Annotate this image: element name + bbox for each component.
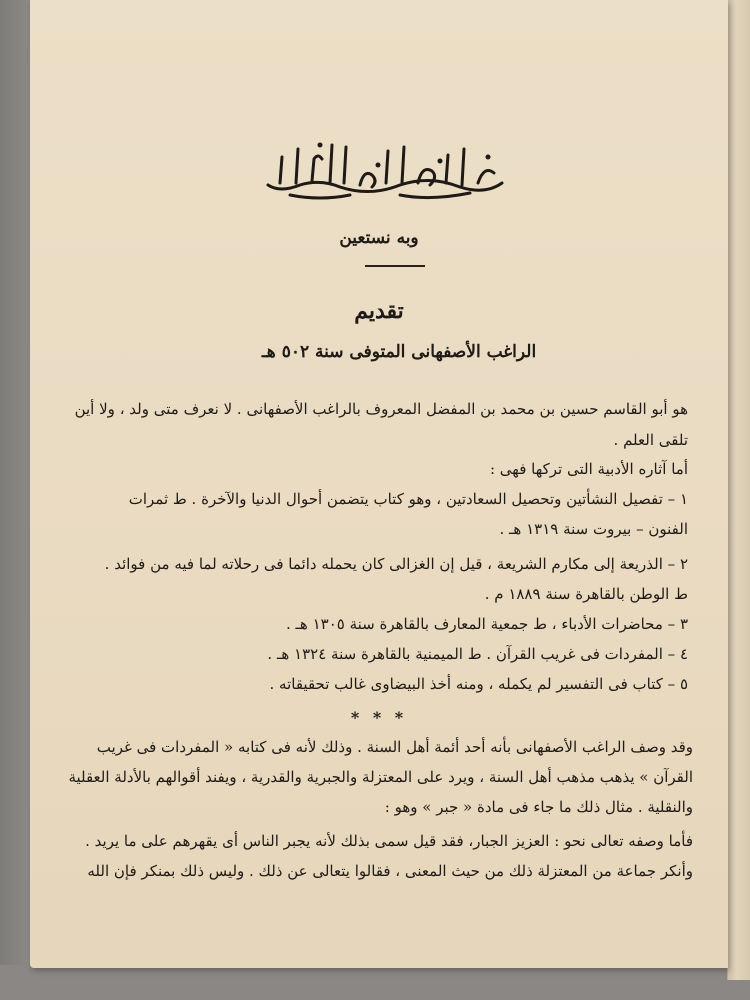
text-line-10: ٥ – كتاب فى التفسير لم يكمله ، ومنه أخذ البيضاوى غالب تحقيقاته .	[269, 675, 688, 693]
text-line-4: ١ – تفصيل النشأتين وتحصيل السعادتين ، وهو كتاب يتضمن أحوال الدنيا والآخرة . ط ثمرات	[128, 490, 688, 508]
section-subtitle: الراغب الأصفهانى المتوفى سنة ٥٠٢ هـ	[261, 342, 537, 362]
basmala-calligraphy	[260, 135, 510, 205]
table-surface-bottom	[0, 965, 750, 1000]
section-separator: * * *	[350, 708, 408, 727]
text-line-14: فأما وصفه تعالى نحو : العزيز الجبار، فقد قيل سمى بذلك لأنه يجبر الناس أى يقهرهم على ما يريد .	[85, 832, 693, 850]
text-line-5: الفنون – بيروت سنة ١٣١٩ هـ .	[499, 520, 688, 538]
basmala-calligraphy-image	[260, 135, 510, 205]
text-line-12: القرآن » يذهب مذهب أهل السنة ، ويرد على المعتزلة والجبرية والقدرية ، ويفند أقوالهم بالأدلة العقلية	[68, 768, 693, 786]
book-page-edges	[727, 0, 750, 980]
text-line-13: والنقلية . مثال ذلك ما جاء فى مادة « جبر » وهو :	[384, 798, 693, 816]
text-line-2: تلقى العلم .	[613, 431, 688, 449]
text-line-3: أما آثاره الأدبية التى تركها فهى :	[489, 460, 688, 478]
book-page	[30, 0, 728, 968]
text-line-8: ٣ – محاضرات الأدباء ، ط جمعية المعارف بالقاهرة سنة ١٣٠٥ هـ .	[285, 615, 688, 633]
text-line-7: ط الوطن بالقاهرة سنة ١٨٨٩ م .	[484, 585, 688, 603]
page-title: تقديم	[354, 298, 404, 324]
text-line-15: وأنكر جماعة من المعتزلة ذلك من حيث المعنى ، فقالوا يتعالى عن ذلك . وليس ذلك بمنكر فإن الله	[87, 862, 693, 880]
text-line-9: ٤ – المفردات فى غريب القرآن . ط الميمنية بالقاهرة سنة ١٣٢٤ هـ .	[267, 645, 688, 663]
divider-rule	[365, 265, 425, 267]
subtitle: وبه نستعين	[339, 228, 419, 248]
text-line-6: ٢ – الذريعة إلى مكارم الشريعة ، قيل إن الغزالى كان يحمله دائما فى رحلاته لما فيه من فوائد .	[104, 555, 688, 573]
text-line-11: وقد وصف الراغب الأصفهانى بأنه أحد أئمة أهل السنة . وذلك لأنه فى كتابه « المفردات فى غريب	[96, 738, 693, 756]
text-line-1: هو أبو القاسم حسين بن محمد بن المفضل المعروف بالراغب الأصفهانى . لا نعرف متى ولد ، ولا أين	[74, 400, 688, 418]
